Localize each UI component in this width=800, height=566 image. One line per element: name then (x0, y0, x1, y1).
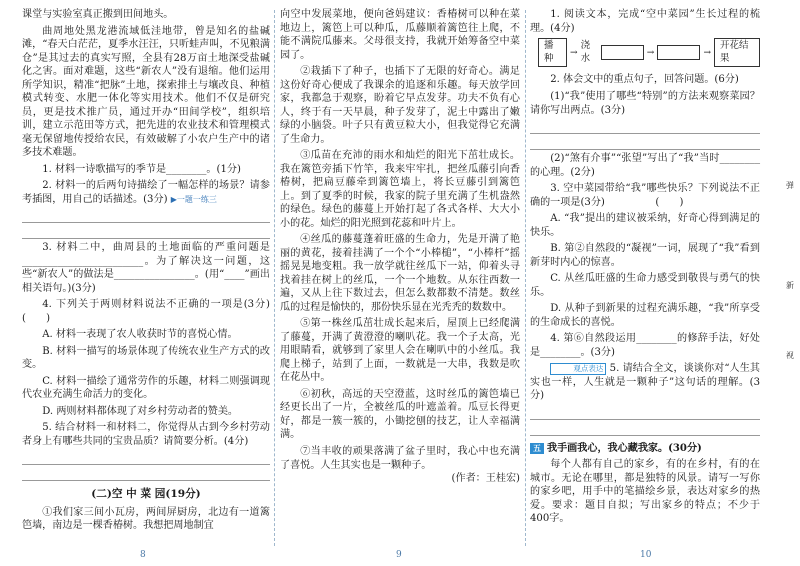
left-column (22, 8, 281, 536)
story-paragraph-7 (280, 445, 520, 485)
story-paragraph-6: ⑥初秋，高远的天空澄蓝，这时丝瓜的篱笆墙已经更长出了一片，全被丝瓜的叶遮盖着。瓜豆长得更好，都是一簇一簇的，小锄挖刨的技艺，让人幸福满满。 (280, 388, 520, 441)
question-1: 1. 阅读文本，完成“空中菜园”生长过程的梳理。(4分) (530, 9, 760, 34)
section-5-title: 我手画我心，我心藏我家。(30分) (547, 442, 702, 454)
story-paragraph-4: ④丝瓜的藤蔓蓬着旺盛的生命力，先是开满了艳丽的黄花，接着挂满了一个个“小棒槌”，“小棒杆”摇摇晃晃地变粗。我一放学就往丝瓜下一站，仰着头寻找着挂在树上的丝瓜，一个一个地数。从东往西数一遍，又从上往下数过去，但怎么数都数不清楚。数丝瓜的过程是愉快的，那份快乐显在光秃秃的数数中。 (280, 234, 520, 313)
middle-column (280, 8, 520, 486)
story-text: ⑦当丰收的顽果落满了盆子里时，我心中也充满了喜悦。人生其实也是一颗种子。 (280, 445, 520, 471)
option-b[interactable]: B. 材料一描写的场景体现了传统农业生产方式的改变。 (22, 345, 270, 371)
question-4: 4. 下列关于两则材料说法不正确的一项是(3分) ( ) (22, 299, 281, 324)
arrow-icon: → (570, 47, 578, 58)
answer-line[interactable] (530, 422, 760, 436)
option-c[interactable]: C. 材料一描绘了通常劳作的乐趣，材料二则强调现代农业充满生命活力的变化。 (22, 375, 270, 401)
side-label: 新 (786, 281, 794, 290)
question-1: 1. 材料一诗歌描写的季节是________。(1分) (42, 163, 241, 175)
answer-line[interactable] (22, 451, 270, 465)
option-d[interactable]: D. 从种子到新果的过程充满乐趣，“我”所享受的生命成长的喜悦。 (530, 303, 760, 328)
flow-label-water: 浇水 (580, 40, 591, 64)
story-paragraph-3: ③瓜苗在充沛的雨水和灿烂的阳光下茁壮成长。我在篱笆旁插下竹竿，我来牢牢扎，把丝瓜藤引向香椿树，把扁豆藤牵到篱笆墙上，将长豆藤引到篱笆上。到了夏季的时候，我家的院子里充满了生机盎然的绿色。绿色的藤蔓上开始打起了各式各样、大大小小的花。灿烂的阳光照到花蕊和叶片上。 (280, 150, 520, 229)
question-2: 2. 体会文中的重点句子，回答问题。(6分) (550, 74, 739, 86)
author: (作者：王桂宏) (451, 473, 520, 485)
side-label: 弹 (786, 181, 794, 190)
question-2 (22, 179, 270, 206)
story-paragraph-1: ①我们家三间小瓦房，两间屏厨房，北边有一道篱笆墙，南边是一棵香椿树。我想把周地制宜 (22, 506, 270, 532)
practice-tag: ▶一题一练三 (170, 194, 217, 204)
reading-paragraph: 曲周地处黑龙港流域低洼地带，曾是知名的盐碱滩，“春天白茫茫，夏季水汪汪，只听蛙声叫，不见粮满仓”是其过去的真实写照，全县有28万亩土地深受盐碱化之害。面对难题，这些“新农人”没有退缩。他们运用所学知识，精准“把脉”土地，探索排土与壤改良、种植模式转变、水肥一体化等实用技术。他们不仅是研究员，更是技术推广员，通过开办“田间学校”，组织培训，建立示范田等方式，把先进的农业技术和管理模式毫无保留地传授给农民，有效破解了小农户生产中的诸多技术难题。 (22, 25, 270, 159)
writing-prompt: 每个人都有自己的家乡，有的在乡村，有的在城市。无论在哪里，都是独特的风景。请写一写你的家乡吧，用手中的笔描绘乡景，表达对家乡的热爱。要求：题目自拟；写出家乡的特点；不少于400字。 (530, 459, 760, 525)
answer-line[interactable] (530, 120, 760, 134)
arrow-icon: → (703, 47, 711, 58)
section-5-heading (530, 442, 760, 456)
column-divider (525, 10, 526, 546)
text-line: 课堂与实验室真正搬到田间地头。 (22, 9, 174, 20)
question-2-2: (2)“煞有介事”“张望”写出了“我”当时________的心理。(2分) (530, 153, 760, 178)
flow-blank[interactable] (657, 45, 700, 60)
page-number-mid: 9 (396, 550, 402, 560)
flow-blank[interactable] (601, 45, 644, 60)
question-4: 4. 第⑥自然段运用________的修辞手法，好处是________。(3分) (530, 333, 760, 358)
section-number: 五 (530, 443, 544, 454)
story-paragraph-5: ⑤第一株丝瓜茁壮成长起来后，屋顶上已经爬满了藤蔓，开满了黄澄澄的喇叭花。我一个子太高，光用眼睛看，就够到了家里人会在喇叭中的小丝瓜。我爬上梯子，站到了上面，一数就是一大串，我数是吹在花丛中。 (280, 318, 520, 384)
question-3: 3. 空中菜园带给“我”哪些快乐？下列说法不正确的一项是(3分) ( ) (530, 183, 760, 208)
question-2-text: 2. 材料一的后两句诗描绘了一幅怎样的场景？请参考插图，用自己的话描述。(3分) (22, 180, 270, 205)
flow-step-sow: 播种 (538, 38, 567, 67)
question-5: 5. 结合材料一和材料二，你觉得从古到今乡村劳动者身上有哪些共同的宝贵品质？请简要分析。(4分) (22, 422, 270, 447)
column-divider (274, 10, 275, 546)
viewpoint-tag: 观点表达 (550, 363, 606, 375)
story-paragraph-2: ②栽插下了种子，也插下了无限的好奇心。满足这份好奇心便成了我课余的追逐和乐趣。每天放学回家，我都急于观察，盼着它早点发芽。功夫不负有心人，终于有一天早晨，种子发芽了，泥土中露出了嫩绿的小脑袋。叶子只有黄豆粒大小，但我觉得它充满了生命力。 (280, 66, 520, 145)
option-c[interactable]: C. 从丝瓜旺盛的生命力感受到敬畏与勇气的快乐。 (530, 273, 760, 298)
side-label: 视 (786, 351, 794, 360)
flow-step-bloom: 开花结果 (714, 38, 760, 67)
section-title: (二)空 中 菜 园(19分) (91, 488, 201, 501)
option-a[interactable]: A. “我”提出的建议被采纳，好奇心得到满足的快乐。 (530, 213, 760, 238)
question-3: 3. 材料二中，曲周县的土地面临的严重问题是________________________。为了解决这一问题，这些“新农人”的做法是________________。(用“____”画出相关语句。)(3分) (22, 242, 270, 294)
option-a[interactable]: A. 材料一表现了农人收获时节的喜悦心情。 (42, 329, 238, 341)
answer-line[interactable] (530, 406, 760, 420)
answer-line[interactable] (530, 136, 760, 150)
answer-line[interactable] (22, 225, 270, 239)
arrow-icon: → (646, 47, 655, 58)
question-5-text: 5. 请结合全文，谈谈你对“人生其实也一样，人生就是一颗种子”这句话的理解。(3分) (530, 363, 760, 402)
growth-flowchart (538, 38, 760, 67)
right-column (530, 8, 760, 529)
answer-line[interactable] (22, 209, 270, 223)
option-b[interactable]: B. 第②自然段的“凝视”一词，展现了“我”看到新芽时内心的惊喜。 (530, 243, 760, 268)
question-2-1: (1)“我”使用了哪些“特别”的方法来观察菜园？请你写出两点。(3分) (530, 90, 760, 116)
page-number-right: 10 (640, 550, 652, 560)
answer-line[interactable] (22, 467, 270, 481)
option-d[interactable]: D. 两则材料都体现了对乡村劳动者的赞美。 (42, 405, 239, 417)
page-number-left: 8 (140, 550, 146, 560)
story-paragraph: 向空中发展菜地，便向爸妈建议：香椿树可以种在菜地边上，篱笆上可以种瓜，瓜藤顺着篱笆往上爬，不能不满院瓜藤来。父母很支持，我就开始筹备空中菜园了。 (280, 9, 520, 61)
question-5 (530, 362, 760, 403)
